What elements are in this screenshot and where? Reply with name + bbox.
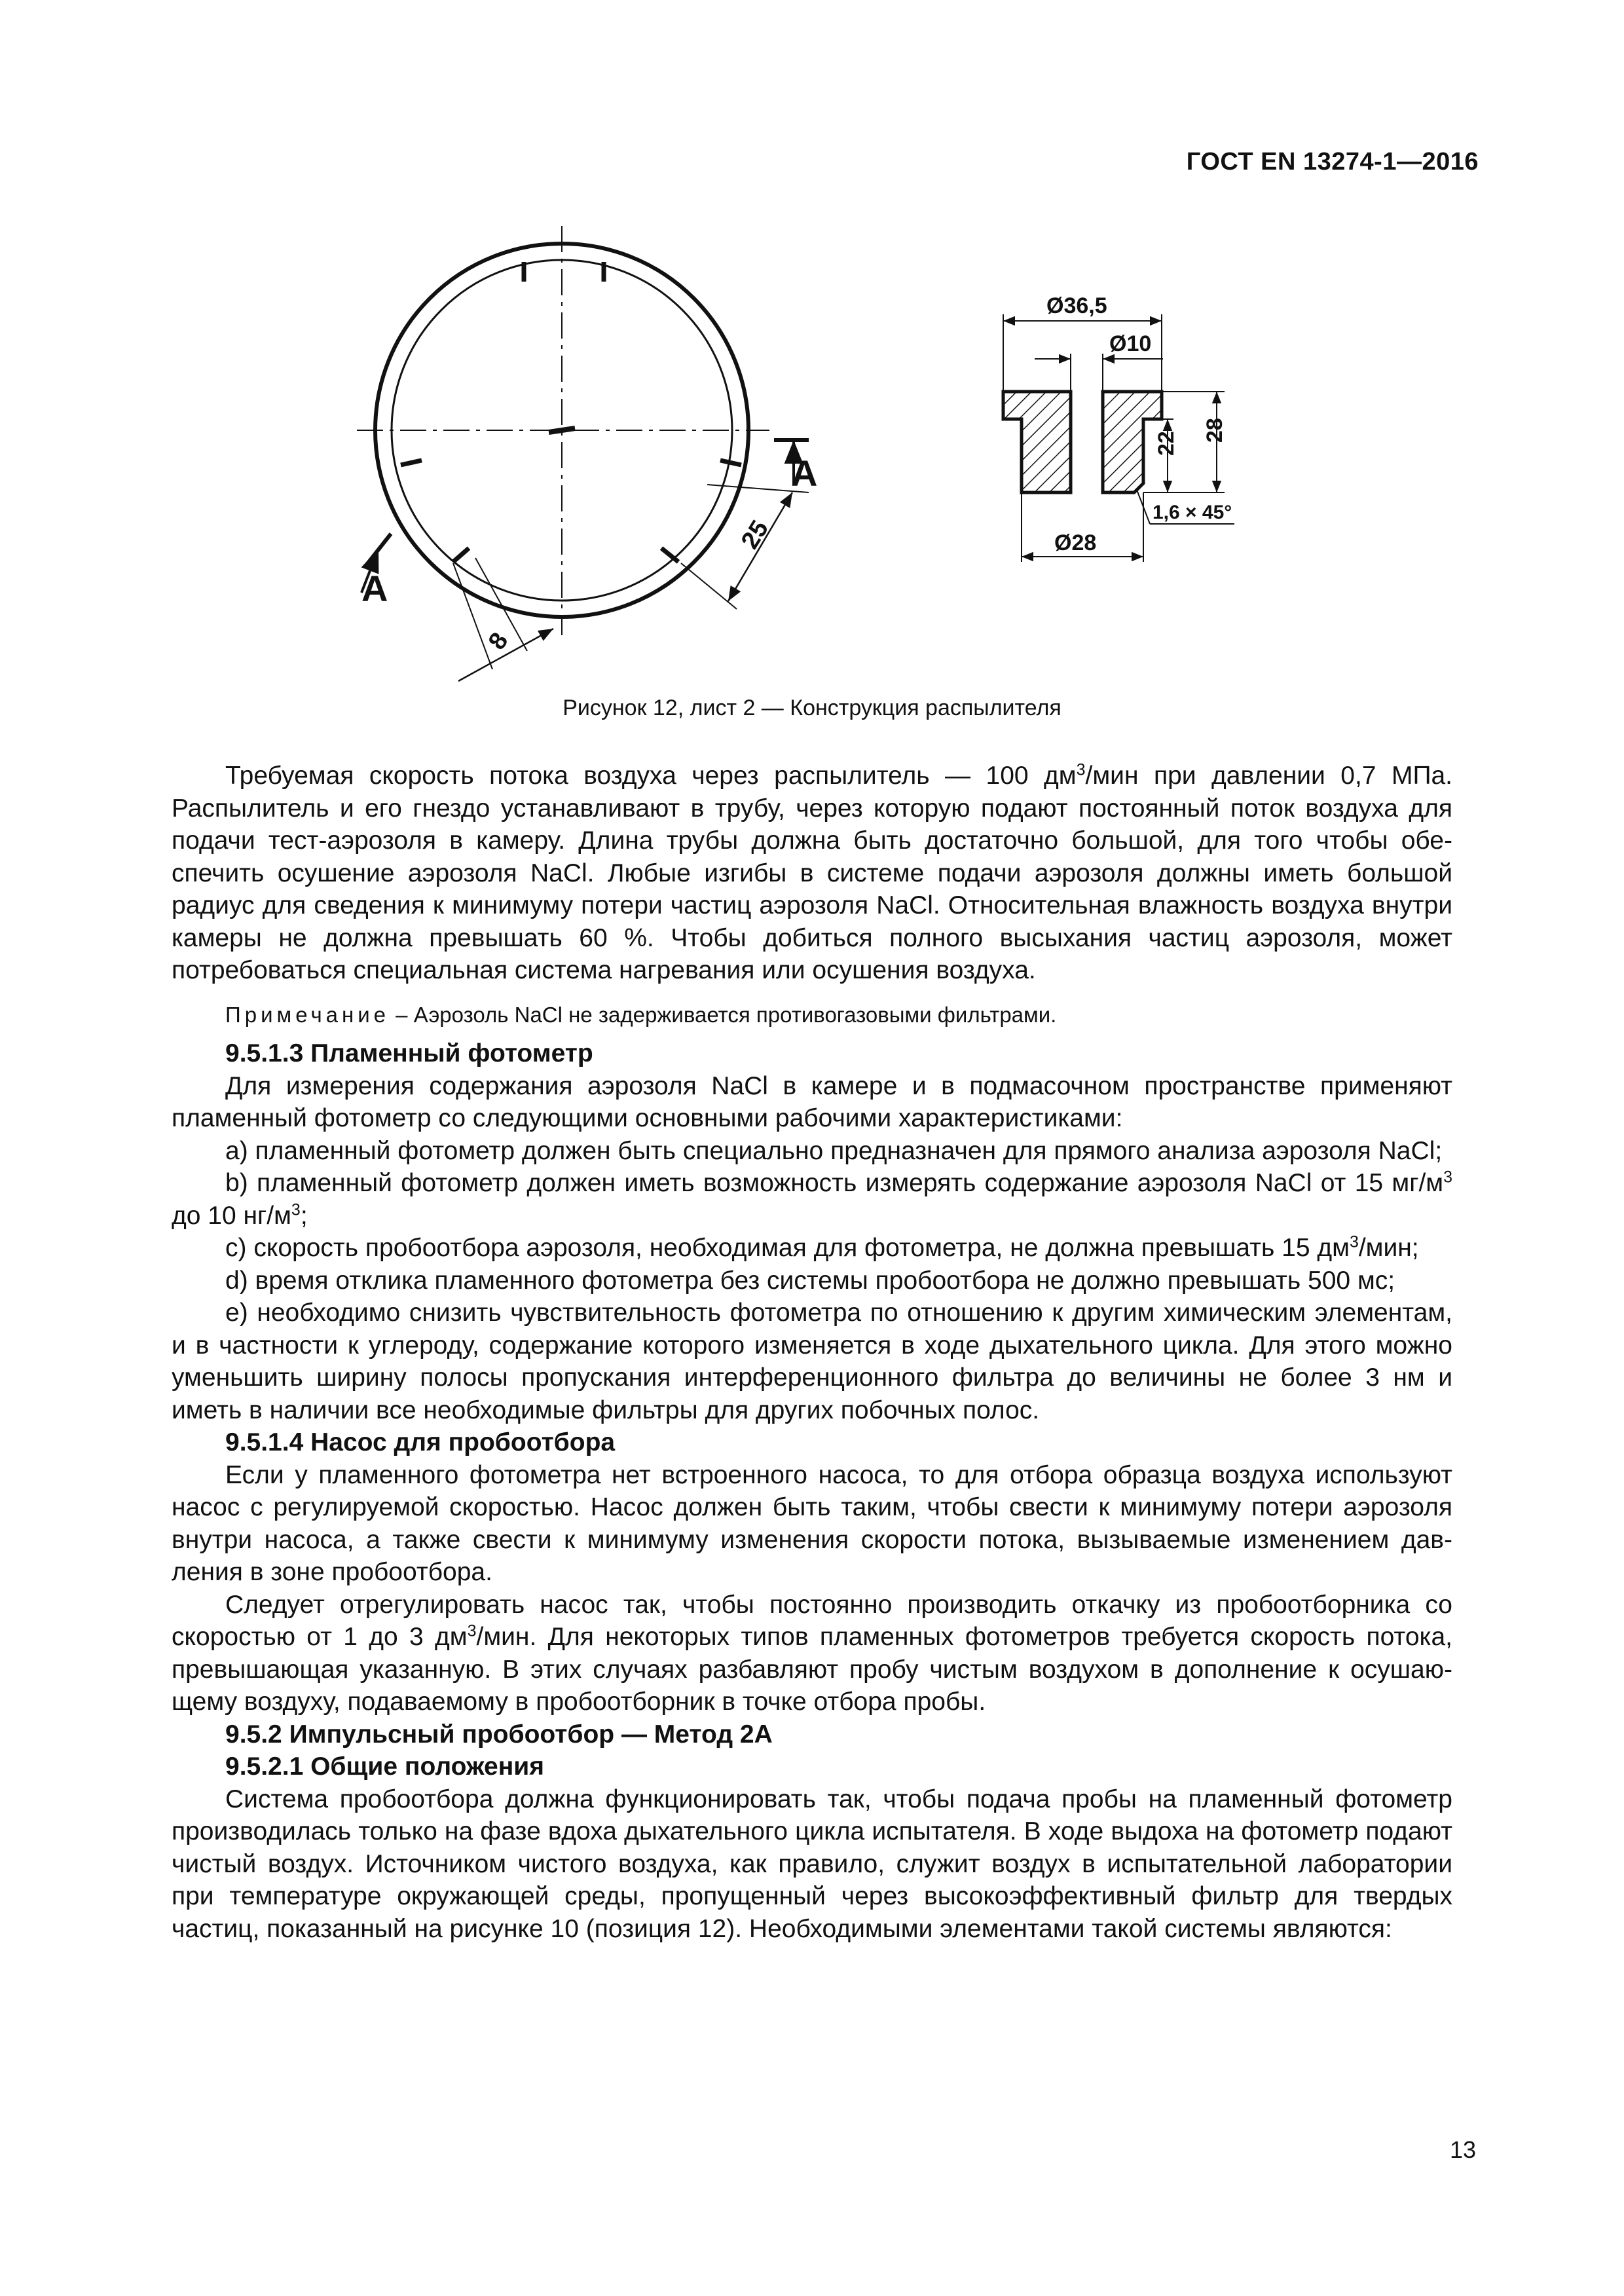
- section-label-right: A: [791, 453, 818, 494]
- center-mark: [549, 428, 575, 432]
- list-item-d: d) время отклика пламенного фотометра без системы пробоотбора не должно превышать 500 мс;: [225, 1266, 1395, 1295]
- text-run: до 10 нг/м: [172, 1201, 291, 1230]
- figure-12-drawing: [0, 0, 1624, 694]
- dim-d28-label: Ø28: [1054, 530, 1097, 555]
- text-run: /мин;: [1358, 1234, 1419, 1262]
- page-number: 13: [1449, 2136, 1476, 2163]
- figure-caption: Рисунок 12, лист 2 — Конструкция распылителя: [563, 695, 1061, 720]
- section-heading-9521: 9.5.2.1 Общие положения: [225, 1752, 545, 1781]
- ring-drawing: [357, 226, 809, 681]
- list-item-e: e) необходимо снизить чувствительность фотометра по отношению к другим химическим элементам, и в частности к углероду, содержание которого изменяется в ходе дыхательного цикла. Для этого можно уменьшить ширину полосы пропускания интерференционного фильтра до величины не более 3 нм и иметь в наличии все необходимые фильтры для других побочных полос.: [172, 1299, 1452, 1424]
- text-run: Требуемая скорость потока воздуха через распылитель — 100 дм: [225, 762, 1077, 790]
- standard-designation: ГОСТ EN 13274-1—2016: [1186, 148, 1479, 176]
- text-run: c) скорость пробоотбора аэрозоля, необходимая для фотометра, не должна превышать 15 дм: [225, 1234, 1350, 1262]
- dim-8-label: 8: [483, 627, 514, 655]
- section-label-left: A: [361, 568, 388, 609]
- text-run: ;: [300, 1201, 308, 1230]
- superscript: 3: [467, 1621, 477, 1640]
- nozzle-left-wall: [1003, 392, 1071, 492]
- dim-25-label: 25: [736, 515, 775, 554]
- dim-25-ext-2: [681, 563, 737, 609]
- dim-22-label: 22: [1154, 431, 1179, 456]
- superscript: 3: [1349, 1232, 1359, 1251]
- dim-28-label: 28: [1202, 418, 1227, 443]
- text-run: /мин. Для некоторых типов пламенных фотометров требуется скорость потока, превышающая указанную. В этих случаях разбавляют пробу чистым воздухом в дополнение к осушающему воздуху, подаваемому в пробоотборник в точке отбора пробы.: [172, 1623, 1452, 1716]
- paragraph: [172, 1589, 1452, 1718]
- body-text: [172, 760, 1452, 1945]
- text-run: b) пламенный фотометр должен иметь возможность измерять содержание аэрозоля NaCl от 15 мг/м: [225, 1169, 1444, 1197]
- section-heading-9513: 9.5.1.3 Пламенный фотометр: [225, 1039, 593, 1067]
- paragraph: [172, 760, 1452, 987]
- note-text: – Аэрозоль NaCl не задерживается противогазовыми фильтрами.: [390, 1002, 1057, 1027]
- section-heading-952: 9.5.2 Импульсный пробоотбор — Метод 2А: [225, 1720, 773, 1749]
- paragraph: Для измерения содержания аэрозоля NaCl в камере и в подмасочном пространстве применяют пламенный фотометр со следующими основными рабочими характеристиками:: [172, 1071, 1452, 1132]
- ring-slots: [401, 262, 741, 562]
- note: [172, 999, 1452, 1031]
- dim-8-line: [458, 629, 553, 681]
- dim-chamfer-label: 1,6 × 45°: [1153, 502, 1232, 523]
- ring-slot: [661, 548, 678, 562]
- text-run: /мин при давлении 0,7 МПа. Распылитель и его гнездо устанавливают в трубу, через которую подают постоянный поток воздуха для подачи тест-аэрозоля в камеру. Длина трубы должна быть достаточно большой, для того чтобы обеспечить осушение аэрозоля NaCl. Любые изгибы в системе подачи аэрозоля должны иметь большой радиус для сведения к минимуму потери частиц аэрозоля NaCl. Относительная влажность воздуха внутри камеры не должна превышать 60 %. Чтобы добиться полного высыхания частиц аэрозоля, может потребоваться специальная система нагревания или осушения воздуха.: [172, 762, 1453, 984]
- superscript: 3: [1443, 1168, 1452, 1187]
- list-item-c: [172, 1232, 1452, 1265]
- section-heading-9514: 9.5.1.4 Насос для пробоотбора: [225, 1428, 616, 1456]
- nozzle-right-wall: [1103, 392, 1162, 492]
- superscript: 3: [1076, 760, 1086, 779]
- list-item-b: [172, 1167, 1452, 1232]
- dim-d365-label: Ø36,5: [1046, 293, 1107, 318]
- dim-d10-label: Ø10: [1109, 331, 1152, 356]
- paragraph: Если у пламенного фотометра нет встроенного насоса, то для отбора образца воздуха используют насос с регулируемой скоростью. Насос должен быть таким, чтобы свести к минимуму потери аэрозоля внутри насоса, а также свести к минимуму изменения скорости потока, вызываемые изменением давления в зоне пробоотбора.: [172, 1460, 1452, 1586]
- ring-slot: [401, 460, 422, 465]
- text-run: Следует отрегулировать насос так, чтобы постоянно производить откачку из пробоотборника со скоростью от 1 до 3 дм: [172, 1590, 1452, 1651]
- note-label: Примечание: [225, 1002, 390, 1027]
- ring-slot: [720, 460, 741, 465]
- superscript: 3: [291, 1200, 301, 1219]
- list-item-a: a) пламенный фотометр должен быть специально предназначен для прямого анализа аэрозоля NaCl;: [225, 1136, 1443, 1165]
- ring-slot: [453, 548, 469, 562]
- paragraph: Система пробоотбора должна функционировать так, чтобы подача пробы на пламенный фотометр производилась только на фазе вдоха дыхательного цикла испытателя. В ходе выдоха на фотометр подают чистый воздух. Источником чистого воздуха, как правило, служит воздух в испытательной лаборатории при температуре окружающей среды, пропущенный через высокоэффективный фильтр для твердых частиц, показанный на рисунке 10 (позиция 12). Необходимыми элементами такой системы являются:: [172, 1785, 1452, 1943]
